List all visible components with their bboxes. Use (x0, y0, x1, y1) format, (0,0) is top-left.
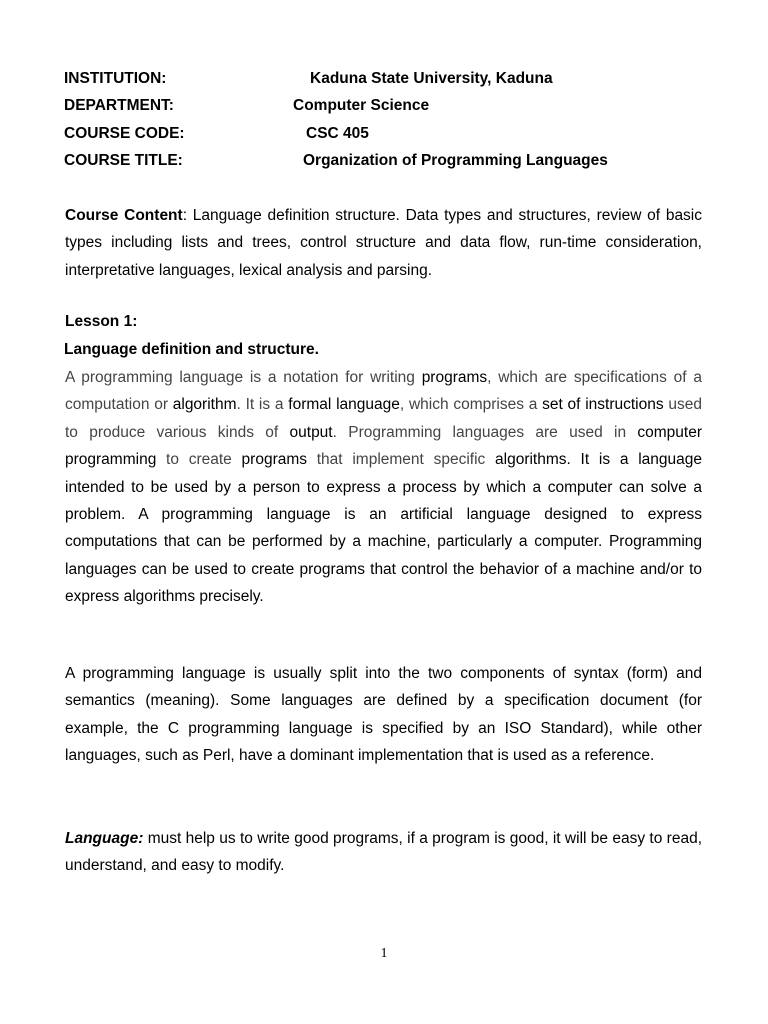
para1-text-3: . It is a (236, 396, 289, 414)
link-formal-language[interactable]: formal language (288, 396, 400, 414)
institution-row (64, 70, 553, 88)
language-text: must help us to write good programs, if a program is good, it will be easy to read, understand, and easy to modify. (65, 830, 702, 875)
course-title-value: Organization of Programming Languages (303, 152, 608, 169)
department-label: DEPARTMENT: (64, 97, 174, 114)
course-content-paragraph (65, 202, 702, 284)
course-content-text: : Language definition structure. Data types and structures, review of basic types including lists and trees, control structure and data flow, run-time consideration, interpretative languages, lexical analysis and parsing. (65, 207, 703, 279)
course-code-label: COURSE CODE: (64, 125, 185, 142)
department-row (64, 97, 430, 115)
para1-text-5: used to produce various kinds of (65, 396, 702, 441)
syntax-semantics-paragraph: A programming language is usually split into the two components of syntax (form) and semantics (meaning). Some languages are defined by a specification document (for example, the C programming language is specified by an ISO Standard), while other languages, such as Perl, have a dominant implementation that is used as a reference. (65, 665, 702, 765)
lesson-number: Lesson 1: (65, 313, 138, 330)
link-computer-programming[interactable]: computer programming (65, 423, 702, 469)
institution-value: Kaduna State University, Kaduna (310, 70, 553, 87)
department-value: Computer Science (293, 97, 430, 114)
para1-text-1: A programming language is a notation for writing (65, 369, 422, 386)
page-number: 1 (380, 946, 388, 961)
para1-text-7: to create (156, 451, 242, 469)
institution-label: INSTITUTION: (64, 70, 167, 87)
para1-text-8: that implement specific (307, 451, 496, 469)
language-paragraph (65, 825, 702, 880)
para1-text-9: . It is a language intended to be used by a person to express a process by which a computer can solve a problem. A programming language is an artificial language designed to express computations that can be performed by a machine, particularly a computer. Programming languages can be used to create programs that control the behavior of a machine and/or to express algorithms precisely. (65, 451, 702, 606)
course-content-label: Course Content (65, 207, 183, 224)
definition-paragraph (65, 364, 702, 611)
link-programs-2[interactable]: programs (241, 451, 308, 469)
course-title-label: COURSE TITLE: (64, 152, 183, 169)
link-set-of-instructions[interactable]: set of instructions (542, 396, 664, 414)
lesson-title: Language definition and structure. (64, 341, 319, 358)
course-title-row (64, 152, 608, 170)
para1-text-6: . Programming languages are used in (332, 423, 638, 441)
course-code-value: CSC 405 (306, 125, 369, 142)
course-code-row (64, 125, 369, 143)
link-output[interactable]: output (289, 423, 333, 441)
link-algorithms[interactable]: algorithms (495, 451, 567, 469)
para1-text-4: , which comprises a (399, 396, 543, 414)
language-label: Language: (65, 830, 144, 847)
para1-text-2: , which are specifications of a computation or (65, 369, 702, 414)
link-programs[interactable]: programs (421, 369, 488, 386)
link-algorithm[interactable]: algorithm (172, 396, 237, 414)
